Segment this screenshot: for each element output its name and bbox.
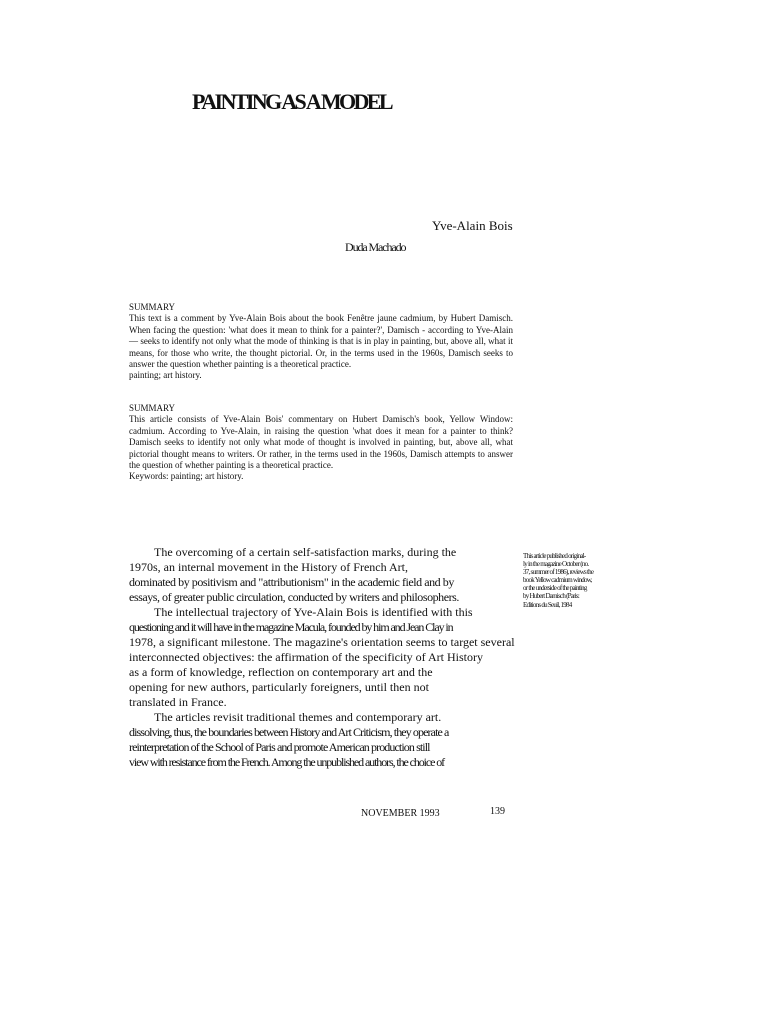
summary-heading: SUMMARY <box>129 403 176 413</box>
body-line: The overcoming of a certain self-satisfaction marks, during the <box>154 545 457 559</box>
body-line: 1970s, an internal movement in the History of French Art, <box>129 560 408 574</box>
body-line: translated in France. <box>129 695 227 709</box>
article-title: PAINTING AS A MODEL <box>192 89 391 114</box>
summary-keywords: Keywords: painting; art history. <box>129 471 244 482</box>
summary-text: This text is a comment by Yve-Alain Bois about the book Fenêtre jaune cadmium, by Hubert Damisch. When facing the question: 'what does it mean to think for a painter?', Damisch - according to Yve-Alain — seeks to identify not only what the mode of thinking is that is in play in painting, but, above all, what it means, for those who write, the thought pictorial. Or, in the terms used in the 1960s, Damisch seeks to answer the question whether painting is a theoretical practice. <box>129 313 513 370</box>
margin-note-line: 37, summer of 1986), reviews the <box>523 568 594 577</box>
margin-note-line: This article published original- <box>523 552 586 560</box>
body-line: essays, of greater public circulation, conducted by writers and philosophers. <box>129 590 459 604</box>
summary-heading: SUMMARY <box>129 302 176 312</box>
body-line: opening for new authors, particularly foreigners, until then not <box>129 680 429 694</box>
body-line: dissolving, thus, the boundaries between History and Art Criticism, they operate a <box>129 725 449 739</box>
margin-note-line: or the underside of the painting <box>523 584 587 593</box>
margin-note <box>523 552 613 609</box>
body-line: interconnected objectives: the affirmation of the specificity of Art History <box>129 650 483 664</box>
body-line: as a form of knowledge, reflection on contemporary art and the <box>129 665 433 679</box>
body-line: dominated by positivism and "attributionism" in the academic field and by <box>129 575 454 589</box>
summary-block-second <box>129 403 513 483</box>
body-line: questioning and it will have in the magazine Macula, founded by him and Jean Clay in <box>129 620 453 634</box>
translator-name: Duda Machado <box>345 240 406 254</box>
margin-note-line: Editions du Seuil, 1984 <box>523 600 572 609</box>
page-number: 139 <box>490 806 505 817</box>
author-name: Yve-Alain Bois <box>432 218 513 233</box>
summary-text: This article consists of Yve-Alain Bois' commentary on Hubert Damisch's book, Yellow Window: cadmium. According to Yve-Alain, in raising the question 'what does it mean for a painter to think? Damisch seeks to identify not only what mode of thought is involved in painting, but, above all, what pictorial thought means to writers. Or rather, in the terms used in the 1960s, Damisch attempts to answer the question of whether painting is a theoretical practice. <box>129 414 513 471</box>
body-line: 1978, a significant milestone. The magazine's orientation seems to target several <box>129 635 515 649</box>
summary-keywords: painting; art history. <box>129 370 202 381</box>
margin-note-line: book Yellow cadmium window, <box>523 576 592 585</box>
issue-date: NOVEMBER 1993 <box>361 808 440 819</box>
margin-note-line: by Hubert Damisch (Paris: <box>523 592 580 601</box>
margin-note-line: ly in the magazine October (no. <box>523 560 589 569</box>
article-body <box>129 545 515 770</box>
body-line: reinterpretation of the School of Paris and promote American production still <box>129 740 430 754</box>
summary-block-first <box>129 302 513 382</box>
body-line: The articles revisit traditional themes and contemporary art. <box>154 710 442 724</box>
body-line: view with resistance from the French. Among the unpublished authors, the choice of <box>129 755 445 769</box>
body-line: The intellectual trajectory of Yve-Alain Bois is identified with this <box>154 605 473 619</box>
